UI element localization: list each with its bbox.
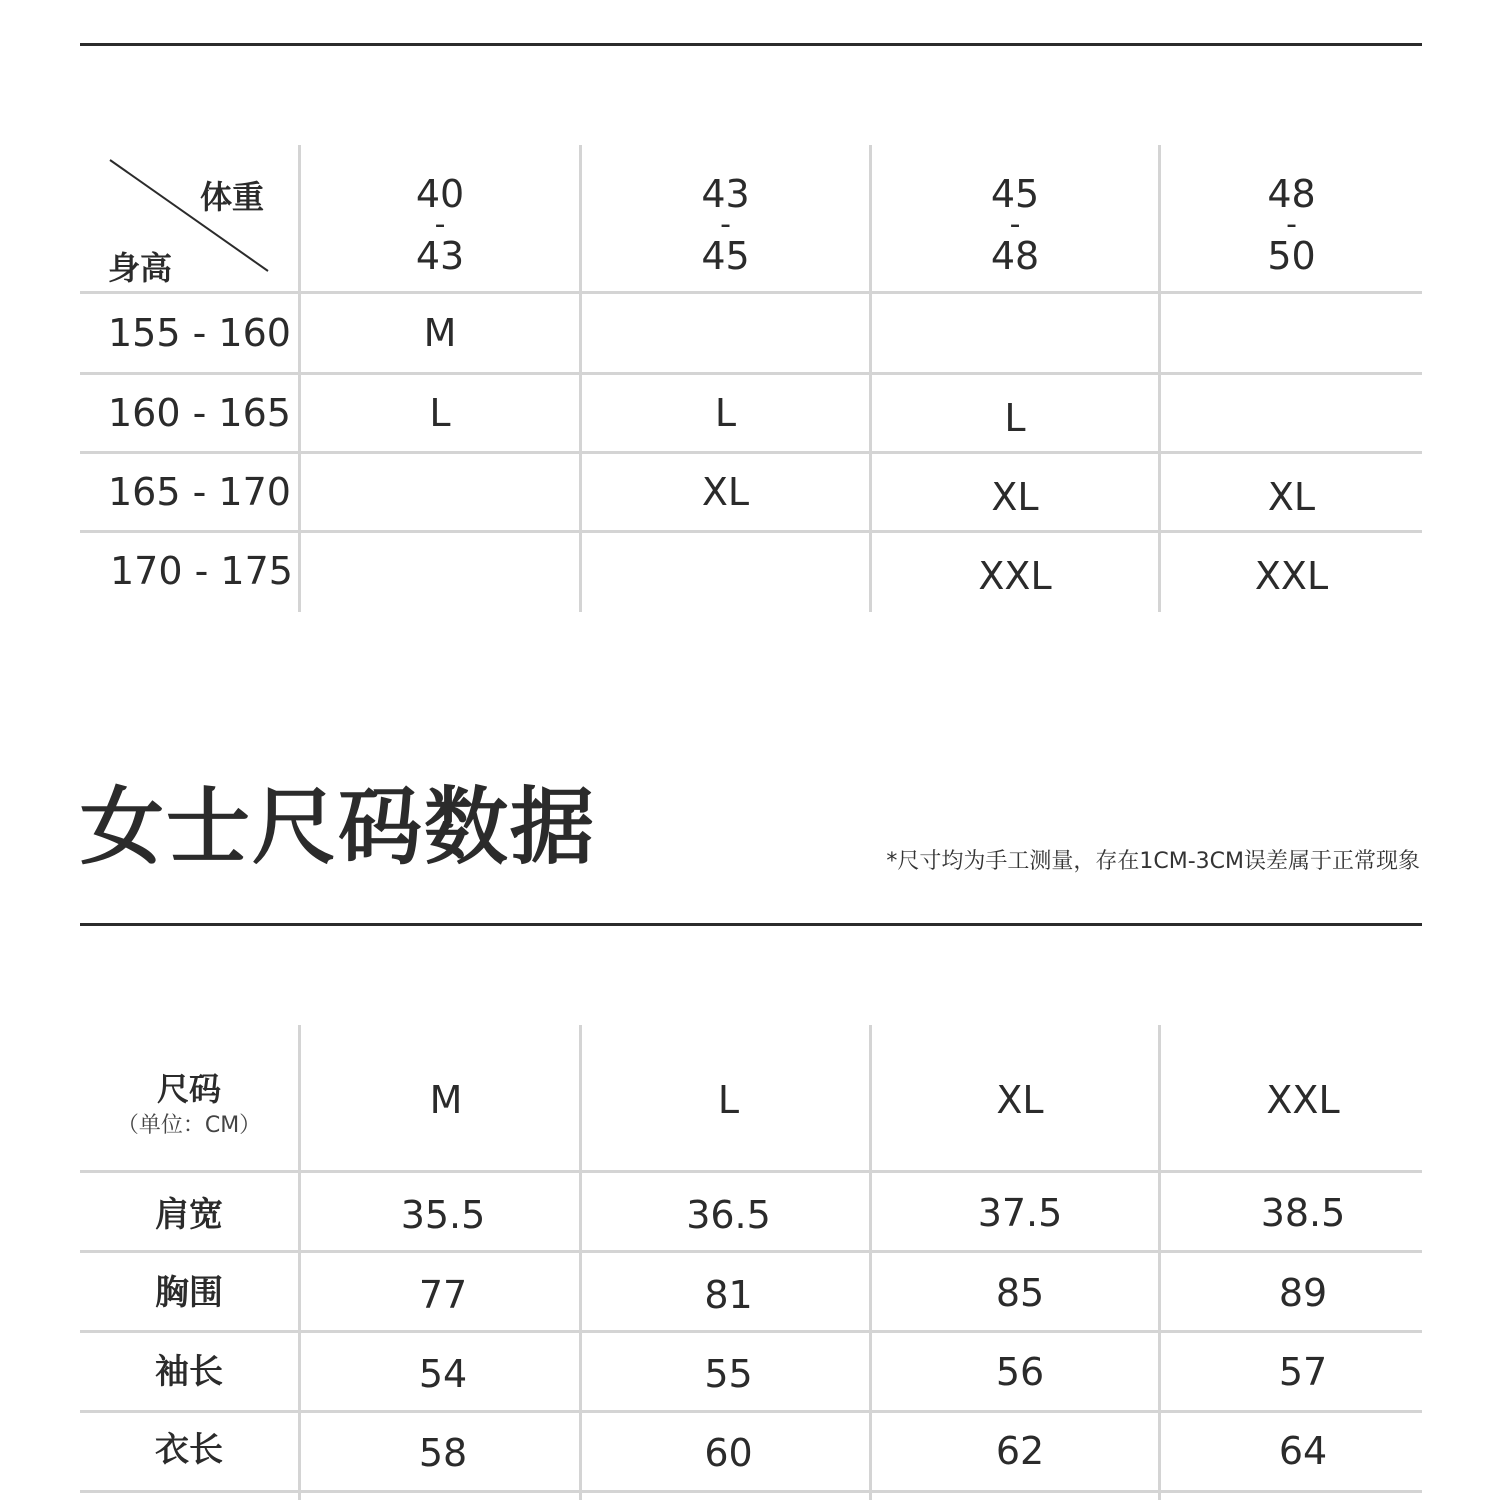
size-cell: L [1004,396,1026,440]
corner-height-label: 身高 [108,249,173,287]
size-column-header: M [429,1078,463,1122]
measurement-value: 64 [1278,1429,1328,1473]
weight-column-header [872,165,1158,285]
weight-column-header [582,165,869,285]
size-cell [1161,294,1422,372]
size-cell [1161,375,1422,451]
weight-column-header [301,165,579,285]
size-column-header: L [717,1078,740,1122]
size-cell: M [423,311,457,355]
weight-dash: - [720,207,731,242]
height-range-label: 165 - 170 [108,470,291,514]
size-cell [301,533,579,609]
measurement-value: 37.5 [977,1191,1063,1235]
measurement-value: 54 [418,1352,468,1396]
weight-from: 43 [701,172,750,216]
measurement-value: 55 [704,1352,753,1396]
size-cell: XL [1267,475,1316,519]
weight-to: 48 [990,234,1040,278]
size-cell: L [714,391,737,435]
size-column-header: XL [996,1078,1044,1122]
measurement-label: 胸围 [155,1273,223,1313]
size-cell: XXL [978,554,1052,598]
weight-dash: - [434,207,446,242]
height-range-label: 170 - 175 [110,549,293,593]
height-range-label: 155 - 160 [108,311,291,355]
size-cell: XXL [1254,554,1329,598]
weight-from: 48 [1267,172,1316,216]
size-cell [301,454,579,530]
size-header-label: 尺码 [156,1070,221,1108]
measurement-value: 57 [1278,1350,1328,1394]
height-range-label: 160 - 165 [108,391,291,435]
weight-to: 45 [701,234,750,278]
measurement-value: 38.5 [1260,1191,1346,1235]
corner-weight-label: 体重 [200,178,265,216]
weight-dash: - [1009,207,1021,242]
measurement-label: 衣长 [155,1430,223,1470]
size-cell: XL [991,475,1039,519]
measurement-label: 袖长 [155,1352,223,1392]
weight-to: 50 [1267,234,1316,278]
measurement-value: 36.5 [686,1193,771,1237]
size-column-header: XXL [1266,1078,1340,1122]
size-header-cell [80,1050,298,1160]
measurement-value: 81 [704,1273,753,1317]
measurement-note: *尺寸均为手工测量，存在1CM-3CM误差属于正常现象 [886,849,1420,874]
top-divider [80,43,1422,46]
size-cell: XL [701,470,750,514]
measurement-value: 56 [995,1350,1045,1394]
weight-to: 43 [415,234,465,278]
measurement-value: 60 [704,1431,753,1475]
section-divider [80,923,1422,926]
measurement-value: 35.5 [400,1193,486,1237]
size-cell [582,294,869,372]
size-cell: L [429,391,451,435]
section-title: 女士尺码数据 [80,778,597,876]
weight-column-header [1161,165,1422,285]
measurement-value: 58 [418,1431,468,1475]
weight-from: 45 [990,172,1040,216]
weight-from: 40 [415,172,465,216]
measurement-value: 89 [1278,1271,1328,1315]
size-cell [582,533,869,609]
weight-dash: - [1286,207,1297,242]
size-cell [872,294,1158,372]
measurement-value: 62 [995,1429,1045,1473]
measurement-label: 肩宽 [155,1195,223,1235]
measurement-value: 85 [995,1271,1045,1315]
size-header-unit: （单位：CM） [116,1113,262,1138]
measurement-value: 77 [418,1273,468,1317]
